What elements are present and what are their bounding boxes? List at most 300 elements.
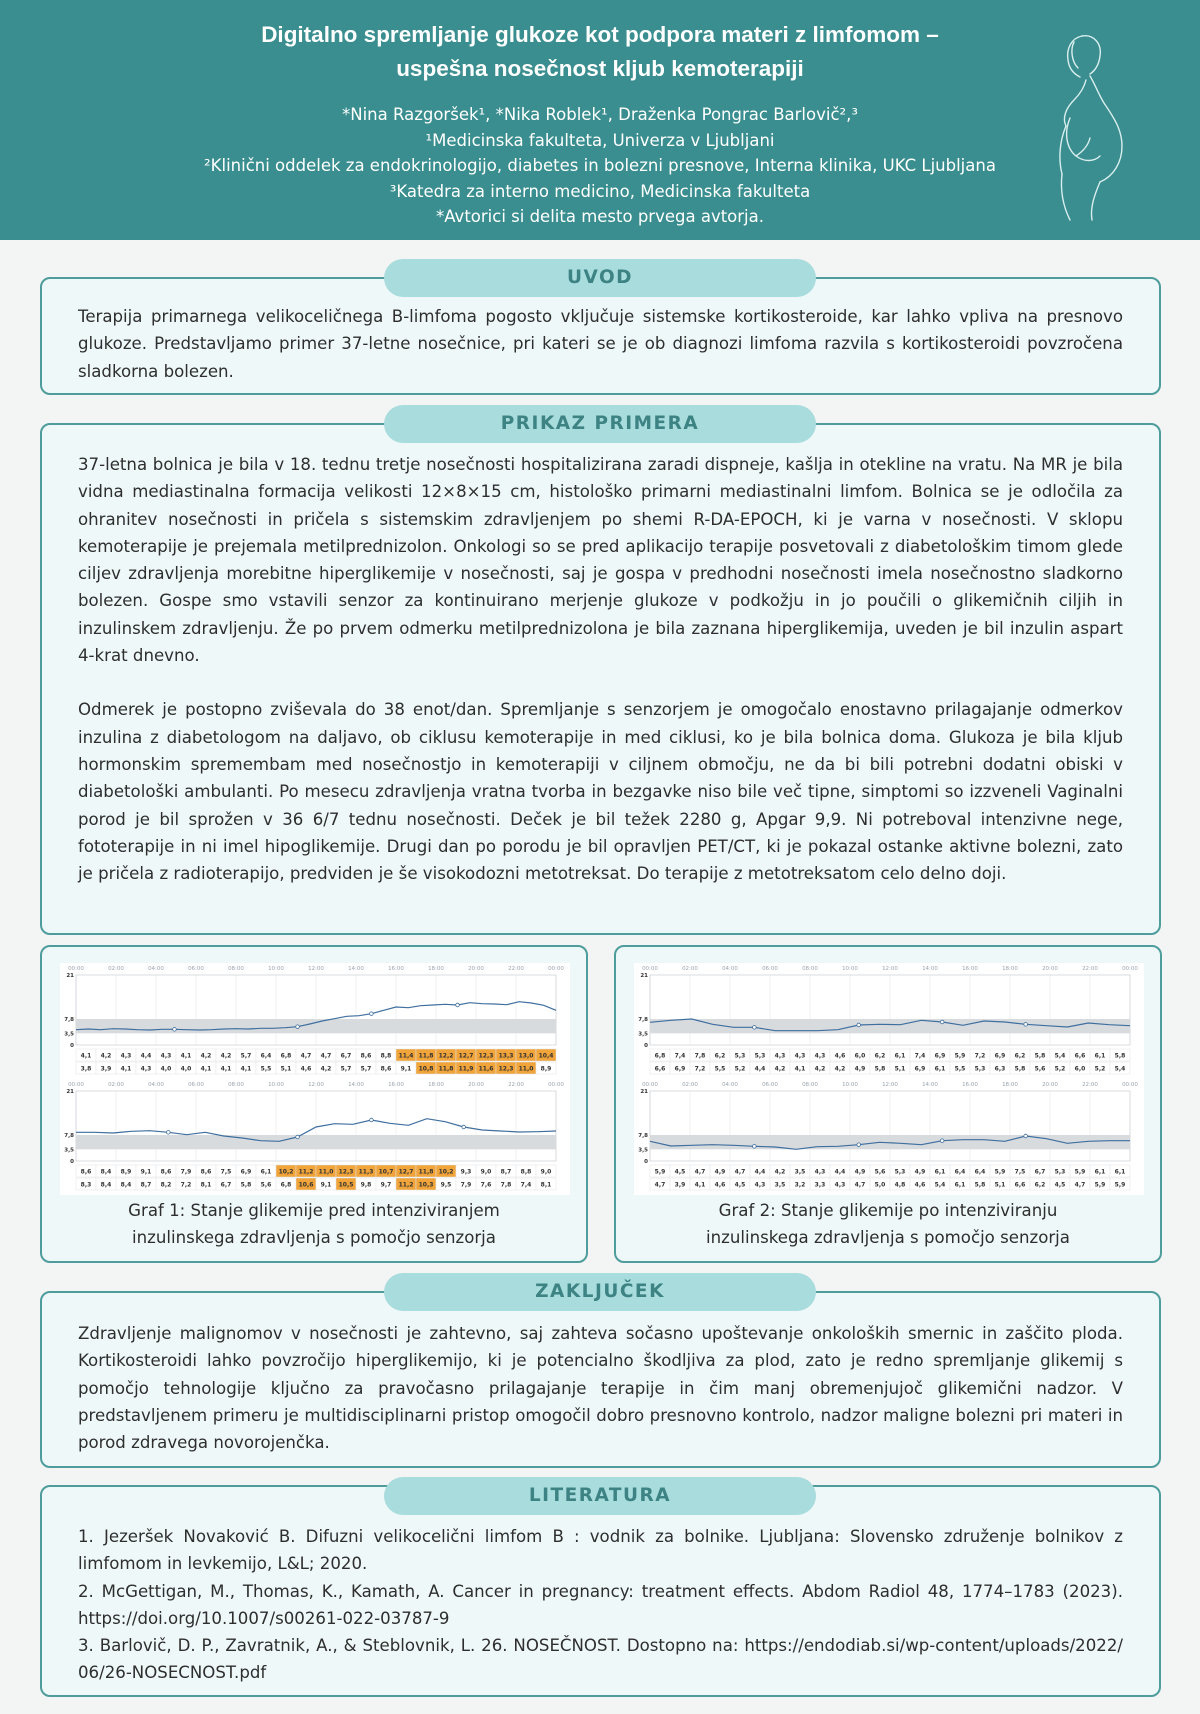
value-label: 11,9 — [458, 1065, 474, 1073]
value-label: 8,6 — [200, 1168, 212, 1176]
glucose-marker — [167, 1131, 171, 1135]
value-label: 10,4 — [538, 1052, 554, 1060]
value-label: 5,8 — [1034, 1052, 1046, 1060]
value-label: 6,7 — [220, 1181, 232, 1189]
time-tick-label: 12:00 — [308, 966, 324, 972]
value-label: 11,4 — [398, 1052, 414, 1060]
value-label: 4,7 — [694, 1168, 706, 1176]
graf-2-caption — [616, 1197, 1160, 1251]
time-tick-label: 20:00 — [468, 1082, 484, 1088]
value-label: 5,9 — [1074, 1168, 1086, 1176]
value-label: 6,1 — [1094, 1052, 1106, 1060]
value-label: 4,7 — [1074, 1181, 1086, 1189]
cgm-chart-graf-2 — [634, 963, 1144, 1195]
value-label: 11,0 — [318, 1168, 334, 1176]
value-label: 7,8 — [500, 1181, 512, 1189]
poster-title — [150, 18, 1050, 86]
value-label: 5,3 — [974, 1065, 986, 1073]
value-label: 6,1 — [894, 1052, 906, 1060]
time-tick-label: 14:00 — [348, 966, 364, 972]
value-label: 4,3 — [120, 1052, 132, 1060]
value-label: 5,0 — [874, 1181, 886, 1189]
value-label: 7,2 — [974, 1052, 986, 1060]
value-label: 6,8 — [280, 1181, 292, 1189]
graf-1-caption — [42, 1197, 586, 1251]
value-label: 6,6 — [654, 1065, 666, 1073]
value-label: 12,3 — [498, 1065, 514, 1073]
value-label: 8,2 — [160, 1181, 172, 1189]
time-tick-label: 02:00 — [682, 1082, 698, 1088]
value-label: 4,2 — [814, 1065, 826, 1073]
glucose-marker — [462, 1125, 466, 1129]
glucose-marker — [173, 1028, 177, 1032]
value-label: 8,6 — [80, 1168, 92, 1176]
value-label: 6,0 — [854, 1052, 866, 1060]
time-tick-label: 10:00 — [268, 1082, 284, 1088]
value-label: 5,3 — [894, 1168, 906, 1176]
time-tick-label: 02:00 — [682, 966, 698, 972]
value-label: 8,4 — [100, 1168, 112, 1176]
value-label: 8,4 — [100, 1181, 112, 1189]
time-tick-label: 02:00 — [108, 966, 124, 972]
glucose-marker — [370, 1118, 374, 1122]
value-label: 4,3 — [774, 1052, 786, 1060]
affiliation-1: ¹Medicinska fakulteta, Univerza v Ljubljani — [425, 130, 775, 150]
time-tick-label: 08:00 — [228, 1082, 244, 1088]
time-tick-label: 14:00 — [348, 1082, 364, 1088]
value-label: 6,9 — [994, 1052, 1006, 1060]
value-label: 5,9 — [954, 1052, 966, 1060]
pregnant-woman-icon — [1030, 22, 1140, 222]
glucose-marker — [456, 1003, 460, 1007]
glucose-marker — [296, 1135, 300, 1139]
value-label: 3,5 — [794, 1168, 806, 1176]
value-label: 11,3 — [358, 1168, 374, 1176]
value-label: 4,7 — [300, 1052, 312, 1060]
time-tick-label: 22:00 — [1082, 966, 1098, 972]
glucose-marker — [940, 1020, 944, 1024]
time-tick-label: 20:00 — [1042, 966, 1058, 972]
value-label: 7,5 — [1014, 1168, 1026, 1176]
time-tick-label: 12:00 — [882, 966, 898, 972]
time-tick-label: 04:00 — [148, 1082, 164, 1088]
value-label: 4,2 — [220, 1052, 232, 1060]
value-label: 4,4 — [140, 1052, 152, 1060]
figure-graf-2 — [614, 945, 1162, 1263]
value-label: 8,6 — [160, 1168, 172, 1176]
value-label: 5,5 — [260, 1065, 272, 1073]
time-tick-label: 10:00 — [268, 966, 284, 972]
value-label: 6,1 — [954, 1181, 966, 1189]
value-label: 5,1 — [280, 1065, 292, 1073]
reference-2: 2. McGettigan, M., Thomas, K., Kamath, A. Cancer in pregnancy: treatment effects. Abdom Radiol 48, 1774–1783 (2023). https://doi.org/10.1007/s00261-022-03787-9 — [78, 1581, 1123, 1628]
y-tick-label: 7,8 — [638, 1133, 648, 1139]
value-label: 5,9 — [654, 1168, 666, 1176]
value-label: 7,9 — [460, 1181, 472, 1189]
value-label: 4,5 — [1054, 1181, 1066, 1189]
time-tick-label: 12:00 — [308, 1082, 324, 1088]
value-label: 7,2 — [694, 1065, 706, 1073]
value-label: 5,9 — [1094, 1181, 1106, 1189]
graf-1-caption-line-2: inzulinskega zdravljenja s pomočjo senzorja — [132, 1228, 496, 1247]
y-tick-label: 3,5 — [64, 1031, 74, 1038]
time-tick-label: 06:00 — [188, 1082, 204, 1088]
time-tick-label: 20:00 — [1042, 1082, 1058, 1088]
value-label: 6,8 — [280, 1052, 292, 1060]
value-label: 4,4 — [834, 1168, 846, 1176]
value-label: 6,7 — [340, 1052, 352, 1060]
affiliation-2: ²Klinični oddelek za endokrinologijo, diabetes in bolezni presnove, Interna klinika, UKC Ljubljana — [204, 156, 996, 175]
value-label: 11,6 — [478, 1065, 494, 1073]
value-label: 6,4 — [974, 1168, 986, 1176]
value-label: 8,8 — [520, 1168, 532, 1176]
value-label: 5,2 — [1094, 1065, 1106, 1073]
value-label: 5,8 — [240, 1181, 252, 1189]
value-label: 11,2 — [398, 1181, 414, 1189]
y-tick-label: 0 — [644, 1159, 648, 1165]
graf-2-caption-line-1: Graf 2: Stanje glikemije po intenziviranju — [718, 1201, 1058, 1220]
prikaz-paragraph-1: 37-letna bolnica je bila v 18. tednu tretje nosečnosti hospitalizirana zaradi dispneje, kašlja in otekline na vratu. Na MR je bila vidna mediastinalna formacija velikosti 12×8×15 cm, histološko primarni mediastinalni limfom. Bolnica se je odločila za ohranitev nosečnosti in pričela s sistemskim zdravljenjem po shemi R-DA-EPOCH, ki je varna v nosečnosti. V sklopu kemoterapije je prejemala metilprednizolon. Onkologi so se pred aplikacijo terapije posvetovali z diabetološkim timom glede ciljev zdravljenja morebitne hiperglikemije v nosečnosti, saj je gospa v predhodni nosečnosti imela nosečnostno sladkorno bolezen. Gospe smo vstavili senzor za kontinuirano merjenje glukoze v podkožju in jo poučili o glikemičnih ciljih in inzulinskem zdravljenju. Že po prvem odmerku metilprednizolona je bila zaznana hiperglikemija, uveden je bil inzulin aspart 4-krat dnevno. — [78, 455, 1123, 666]
value-label: 4,3 — [794, 1052, 806, 1060]
heading-zakljucek: ZAKLJUČEK — [384, 1273, 816, 1311]
time-tick-label: 04:00 — [148, 966, 164, 972]
value-label: 4,2 — [320, 1065, 332, 1073]
time-tick-label: 18:00 — [1002, 1082, 1018, 1088]
glucose-marker — [753, 1026, 757, 1030]
value-label: 5,4 — [1114, 1065, 1126, 1073]
value-label: 13,0 — [518, 1052, 534, 1060]
time-tick-label: 02:00 — [108, 1082, 124, 1088]
value-label: 6,2 — [1014, 1052, 1026, 1060]
value-label: 9,0 — [480, 1168, 492, 1176]
value-label: 5,2 — [1054, 1065, 1066, 1073]
time-tick-label: 18:00 — [428, 966, 444, 972]
value-label: 6,2 — [1034, 1181, 1046, 1189]
value-label: 7,4 — [914, 1052, 926, 1060]
value-label: 6,1 — [934, 1065, 946, 1073]
time-tick-label: 06:00 — [762, 966, 778, 972]
value-label: 8,9 — [120, 1168, 132, 1176]
value-label: 7,8 — [694, 1052, 706, 1060]
value-label: 4,9 — [714, 1168, 726, 1176]
value-label: 8,1 — [540, 1181, 552, 1189]
value-label: 4,2 — [834, 1065, 846, 1073]
value-label: 11,0 — [518, 1065, 534, 1073]
value-label: 5,1 — [994, 1181, 1006, 1189]
value-label: 5,8 — [874, 1065, 886, 1073]
value-label: 6,4 — [260, 1052, 272, 1060]
glucose-marker — [940, 1139, 944, 1143]
value-label: 11,8 — [418, 1168, 434, 1176]
value-label: 4,5 — [734, 1181, 746, 1189]
value-label: 4,1 — [240, 1065, 252, 1073]
value-label: 4,2 — [774, 1065, 786, 1073]
time-tick-label: 08:00 — [802, 1082, 818, 1088]
value-label: 6,6 — [1074, 1052, 1086, 1060]
glucose-marker — [857, 1143, 861, 1147]
section-literatura — [40, 1485, 1161, 1697]
value-label: 10,2 — [438, 1168, 454, 1176]
value-label: 9,1 — [400, 1065, 412, 1073]
value-label: 5,3 — [734, 1052, 746, 1060]
value-label: 4,9 — [854, 1065, 866, 1073]
time-tick-label: 16:00 — [388, 1082, 404, 1088]
y-tick-label: 0 — [70, 1159, 74, 1165]
value-label: 5,5 — [714, 1065, 726, 1073]
time-tick-label: 18:00 — [1002, 966, 1018, 972]
value-label: 10,8 — [418, 1065, 434, 1073]
value-label: 8,3 — [80, 1181, 92, 1189]
value-label: 4,9 — [914, 1168, 926, 1176]
value-label: 6,1 — [934, 1168, 946, 1176]
value-label: 10,6 — [298, 1181, 314, 1189]
time-tick-label: 22:00 — [1082, 1082, 1098, 1088]
value-label: 4,3 — [140, 1065, 152, 1073]
value-label: 11,2 — [298, 1168, 314, 1176]
time-tick-label: 12:00 — [882, 1082, 898, 1088]
value-label: 4,2 — [100, 1052, 112, 1060]
figure-graf-1 — [40, 945, 588, 1263]
time-tick-label: 10:00 — [842, 966, 858, 972]
section-prikaz-primera — [40, 423, 1161, 935]
value-label: 5,5 — [954, 1065, 966, 1073]
value-label: 5,4 — [934, 1181, 946, 1189]
value-label: 4,6 — [834, 1052, 846, 1060]
value-label: 9,3 — [460, 1168, 472, 1176]
value-label: 3,5 — [774, 1181, 786, 1189]
time-tick-label: 22:00 — [508, 966, 524, 972]
value-label: 3,9 — [100, 1065, 112, 1073]
uvod-text: Terapija primarnega velikoceličnega B-limfoma pogosto vključuje sistemske kortikosteroide, kar lahko vpliva na presnovo glukoze. Predstavljamo primer 37-letne nosečnice, pri kateri se je ob diagnozi limfoma razvila s kortikosteroidi povzročena sladkorna bolezen. — [78, 307, 1123, 381]
value-label: 4,1 — [794, 1065, 806, 1073]
value-label: 8,8 — [380, 1052, 392, 1060]
y-tick-label: 21 — [66, 1089, 74, 1095]
value-label: 5,3 — [754, 1052, 766, 1060]
value-label: 4,0 — [160, 1065, 172, 1073]
value-label: 12,3 — [478, 1052, 494, 1060]
value-label: 6,1 — [1094, 1168, 1106, 1176]
value-label: 7,2 — [180, 1181, 192, 1189]
value-label: 5,1 — [894, 1065, 906, 1073]
y-tick-label: 7,8 — [64, 1017, 74, 1023]
value-label: 4,6 — [914, 1181, 926, 1189]
section-zakljucek — [40, 1291, 1161, 1468]
value-label: 4,1 — [694, 1181, 706, 1189]
heading-literatura: LITERATURA — [384, 1477, 816, 1515]
value-label: 4,2 — [200, 1052, 212, 1060]
author-note: *Avtorici si delita mesto prvega avtorja. — [435, 207, 764, 226]
value-label: 3,9 — [674, 1181, 686, 1189]
value-label: 5,7 — [240, 1052, 252, 1060]
value-label: 4,5 — [674, 1168, 686, 1176]
time-tick-label: 04:00 — [722, 1082, 738, 1088]
y-tick-label: 0 — [644, 1043, 648, 1049]
value-label: 4,6 — [300, 1065, 312, 1073]
glucose-marker — [753, 1145, 757, 1149]
time-tick-label: 04:00 — [722, 966, 738, 972]
time-tick-label: 16:00 — [962, 966, 978, 972]
value-label: 8,7 — [140, 1181, 152, 1189]
value-label: 4,1 — [80, 1052, 92, 1060]
value-label: 10,7 — [378, 1168, 394, 1176]
value-label: 3,2 — [794, 1181, 806, 1189]
zakljucek-text: Zdravljenje malignomov v nosečnosti je zahtevno, saj zahteva sočasno upoštevanje onkoloških smernic in zaščito ploda. Kortikosteroidi lahko povzročijo hiperglikemijo, ki je potencialno škodljiva za plod, zato je redno spremljanje glikemij s pomočjo tehnologije ključno za pravočasno prilagajanje terapije in čim manj obremenjujoč glikemični nadzor. V predstavljenem primeru je multidisciplinarni pristop omogočil dobro presnovno kontrolo, nadzor maligne bolezni pri materi in porod zdravega novorojenčka. — [78, 1324, 1123, 1453]
value-label: 6,1 — [1114, 1168, 1126, 1176]
time-tick-label: 22:00 — [508, 1082, 524, 1088]
value-label: 5,6 — [260, 1181, 272, 1189]
value-label: 9,8 — [360, 1181, 372, 1189]
value-label: 6,9 — [914, 1065, 926, 1073]
value-label: 6,0 — [1074, 1065, 1086, 1073]
time-tick-label: 10:00 — [842, 1082, 858, 1088]
value-label: 13,3 — [498, 1052, 514, 1060]
value-label: 12,7 — [398, 1168, 414, 1176]
time-tick-label: 08:00 — [802, 966, 818, 972]
value-label: 8,9 — [540, 1065, 552, 1073]
glucose-marker — [857, 1023, 861, 1027]
value-label: 4,3 — [754, 1181, 766, 1189]
chart-background — [60, 963, 570, 1195]
value-label: 6,6 — [1014, 1181, 1026, 1189]
prikaz-paragraph-2: Odmerek je postopno zviševala do 38 enot/dan. Spremljanje s senzorjem je omogočalo enostavno prilagajanje odmerkov inzulina z diabetologom na daljavo, ob ciklusu kemoterapije in med ciklusi, ko je bila bolnica doma. Glukoza je bila kljub hormonskim spremembam med nosečnostjo in kemoterapiji v ciljnem območju, ne da bi bili potrebni dodatni obiski v diabetološki ambulanti. Po mesecu zdravljenja vratna tvorba in bezgavke niso bile več tipne, simptomi so izzveneli Vaginalni porod je bil sprožen v 36 6/7 tednu nosečnosti. Deček je bil težek 2280 g, Apgar 9,9. Ni potreboval intenzivne nege, fototerapije in ni imel hipoglikemije. Drugi dan po porodu je bil opravljen PET/CT, ki je pokazal ostanke aktivne bolezni, zato je pričela z radioterapijo, predviden je še visokodozni metotreksat. Do terapije z metotreksatom celo delno doji. — [78, 700, 1123, 884]
value-label: 11,8 — [438, 1065, 454, 1073]
time-tick-label: 20:00 — [468, 966, 484, 972]
value-label: 8,4 — [120, 1181, 132, 1189]
value-label: 4,4 — [754, 1065, 766, 1073]
value-label: 4,7 — [654, 1181, 666, 1189]
value-label: 11,8 — [418, 1052, 434, 1060]
value-label: 6,4 — [954, 1168, 966, 1176]
value-label: 6,9 — [934, 1052, 946, 1060]
y-tick-label: 21 — [66, 973, 74, 979]
author-block — [100, 102, 1100, 230]
y-tick-label: 21 — [640, 973, 648, 979]
value-label: 12,7 — [458, 1052, 474, 1060]
y-tick-label: 7,8 — [638, 1017, 648, 1023]
time-tick-label: 00:00 — [548, 966, 564, 972]
value-label: 4,1 — [120, 1065, 132, 1073]
value-label: 6,8 — [654, 1052, 666, 1060]
value-label: 4,0 — [180, 1065, 192, 1073]
value-label: 6,1 — [260, 1168, 272, 1176]
value-label: 9,1 — [140, 1168, 152, 1176]
value-label: 4,4 — [754, 1168, 766, 1176]
value-label: 8,6 — [380, 1065, 392, 1073]
affiliation-3: ³Katedra za interno medicino, Medicinska fakulteta — [389, 181, 811, 201]
value-label: 6,9 — [240, 1168, 252, 1176]
value-label: 6,3 — [994, 1065, 1006, 1073]
value-label: 12,3 — [338, 1168, 354, 1176]
value-label: 9,5 — [440, 1181, 452, 1189]
value-label: 6,9 — [674, 1065, 686, 1073]
value-label: 7,9 — [180, 1168, 192, 1176]
value-label: 5,3 — [1054, 1168, 1066, 1176]
heading-uvod: UVOD — [384, 259, 816, 297]
time-tick-label: 00:00 — [1122, 966, 1138, 972]
value-label: 5,8 — [1014, 1065, 1026, 1073]
graf-2-caption-line-2: inzulinskega zdravljenja s pomočjo senzorja — [706, 1228, 1070, 1247]
value-label: 10,5 — [338, 1181, 354, 1189]
value-label: 4,3 — [160, 1052, 172, 1060]
time-tick-label: 16:00 — [962, 1082, 978, 1088]
value-label: 4,1 — [220, 1065, 232, 1073]
value-label: 9,7 — [380, 1181, 392, 1189]
value-label: 5,9 — [1114, 1181, 1126, 1189]
value-label: 7,4 — [674, 1052, 686, 1060]
time-tick-label: 00:00 — [68, 966, 84, 972]
value-label: 9,1 — [320, 1181, 332, 1189]
time-tick-label: 00:00 — [548, 1082, 564, 1088]
time-tick-label: 00:00 — [68, 1082, 84, 1088]
value-label: 4,9 — [854, 1168, 866, 1176]
chart-background — [634, 963, 1144, 1195]
value-label: 3,3 — [814, 1181, 826, 1189]
value-label: 5,6 — [874, 1168, 886, 1176]
value-label: 8,7 — [500, 1168, 512, 1176]
time-tick-label: 14:00 — [922, 966, 938, 972]
value-label: 5,2 — [734, 1065, 746, 1073]
y-tick-label: 21 — [640, 1089, 648, 1095]
target-range-band — [76, 1135, 556, 1149]
value-label: 4,8 — [894, 1181, 906, 1189]
authors: *Nina Razgoršek¹, *Nika Roblek¹, Draženka Pongrac Barlovič²,³ — [342, 105, 858, 124]
value-label: 5,9 — [994, 1168, 1006, 1176]
value-label: 6,2 — [874, 1052, 886, 1060]
value-label: 12,2 — [438, 1052, 454, 1060]
glucose-marker — [1024, 1023, 1028, 1027]
time-tick-label: 16:00 — [388, 966, 404, 972]
y-tick-label: 0 — [70, 1043, 74, 1049]
time-tick-label: 18:00 — [428, 1082, 444, 1088]
glucose-marker — [1024, 1134, 1028, 1138]
reference-1: 1. Jezeršek Novaković B. Difuzni velikocelični limfom B : vodnik za bolnike. Ljubljana: Slovensko združenje bolnikov z limfomom in levkemijo, L&L; 2020. — [78, 1527, 1123, 1574]
time-tick-label: 14:00 — [922, 1082, 938, 1088]
value-label: 5,7 — [340, 1065, 352, 1073]
value-label: 4,7 — [854, 1181, 866, 1189]
value-label: 5,4 — [1054, 1052, 1066, 1060]
value-label: 7,5 — [220, 1168, 232, 1176]
cgm-chart-graf-1 — [60, 963, 570, 1195]
value-label: 3,8 — [80, 1065, 92, 1073]
value-label: 5,8 — [1114, 1052, 1126, 1060]
value-label: 6,2 — [714, 1052, 726, 1060]
value-label: 4,3 — [834, 1181, 846, 1189]
value-label: 4,1 — [200, 1065, 212, 1073]
graf-1-caption-line-1: Graf 1: Stanje glikemije pred intenziviranjem — [128, 1201, 500, 1220]
value-label: 4,6 — [714, 1181, 726, 1189]
glucose-marker — [296, 1025, 300, 1029]
time-tick-label: 00:00 — [642, 1082, 658, 1088]
value-label: 10,3 — [418, 1181, 434, 1189]
time-tick-label: 00:00 — [642, 966, 658, 972]
value-label: 4,3 — [814, 1052, 826, 1060]
value-label: 7,4 — [520, 1181, 532, 1189]
value-label: 10,2 — [278, 1168, 294, 1176]
title-line-1: Digitalno spremljanje glukoze kot podpora materi z limfomom – — [261, 22, 939, 47]
value-label: 8,6 — [360, 1052, 372, 1060]
value-label: 8,1 — [200, 1181, 212, 1189]
value-label: 7,6 — [480, 1181, 492, 1189]
target-range-band — [76, 1019, 556, 1033]
time-tick-label: 08:00 — [228, 966, 244, 972]
y-tick-label: 7,8 — [64, 1133, 74, 1139]
target-range-band — [650, 1135, 1130, 1149]
time-tick-label: 06:00 — [188, 966, 204, 972]
value-label: 5,6 — [1034, 1065, 1046, 1073]
value-label: 4,3 — [814, 1168, 826, 1176]
time-tick-label: 06:00 — [762, 1082, 778, 1088]
value-label: 6,7 — [1034, 1168, 1046, 1176]
